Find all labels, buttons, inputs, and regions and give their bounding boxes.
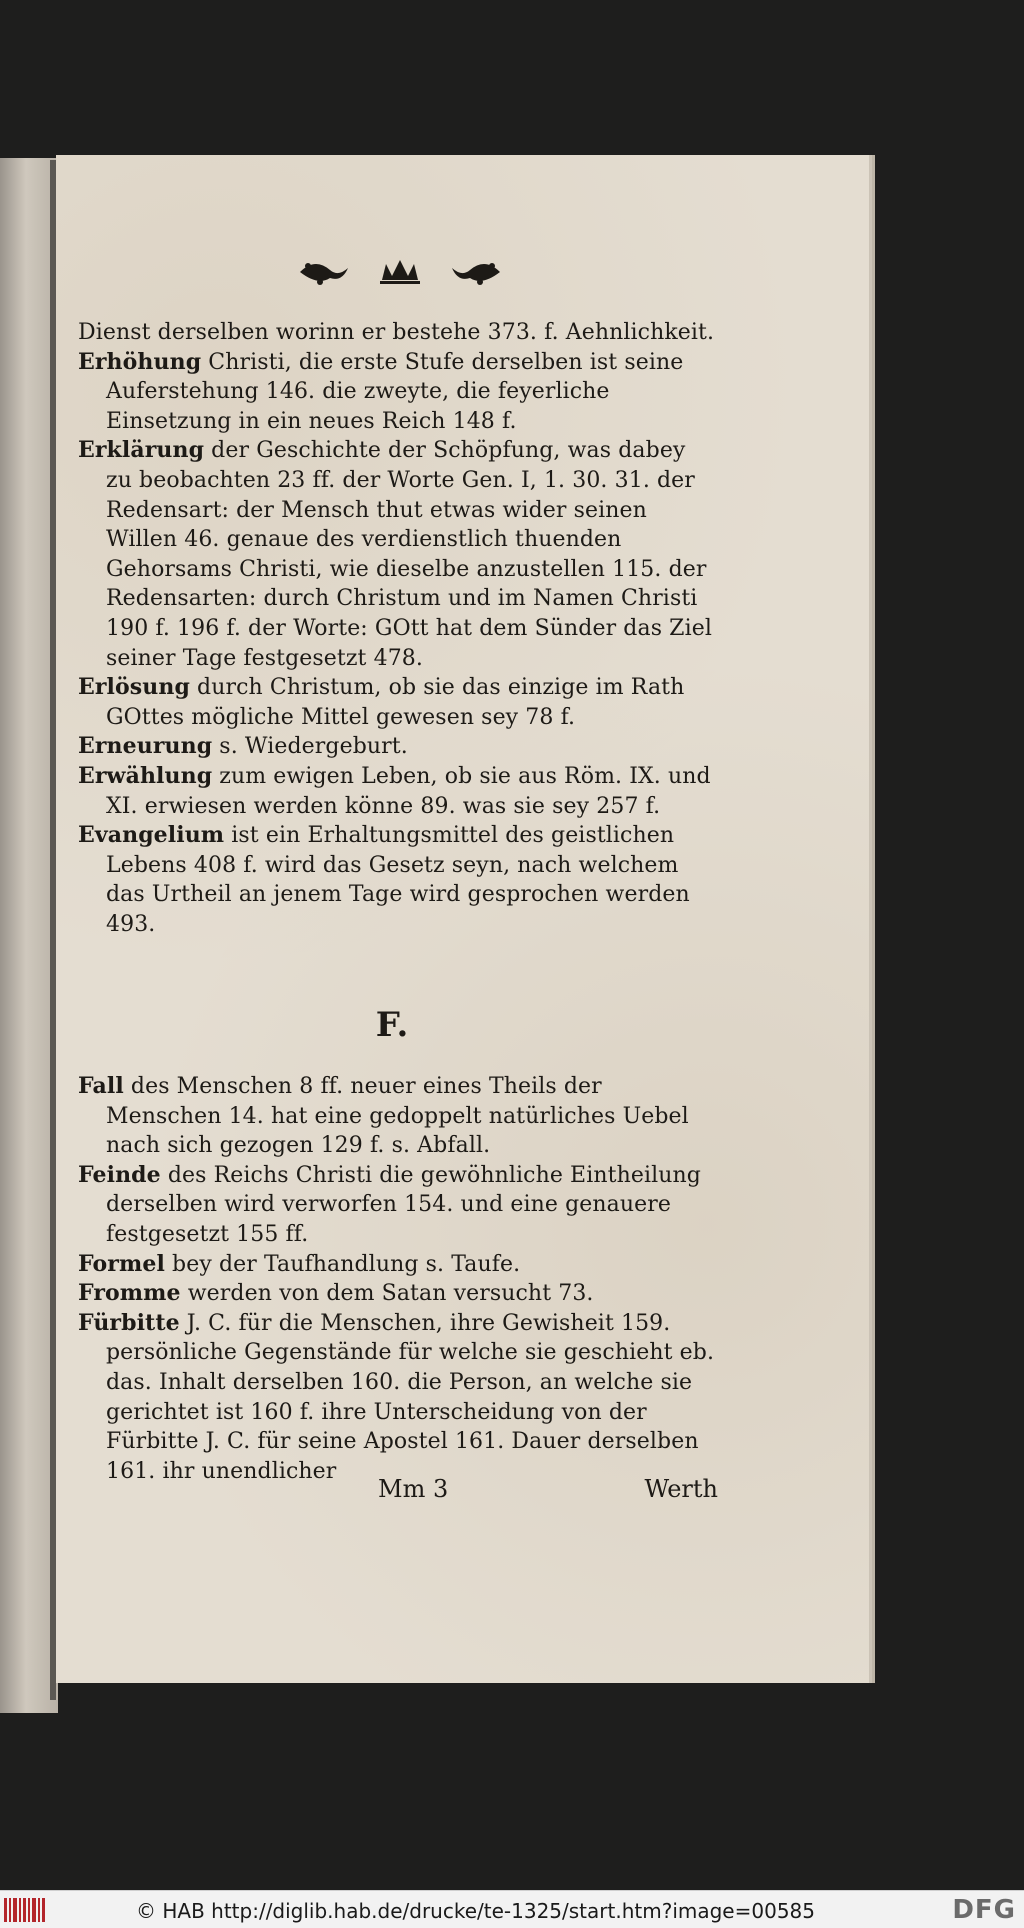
index-entry	[78, 1161, 718, 1250]
entry-keyword: Feinde	[78, 1161, 161, 1188]
footer-bar	[0, 1890, 1024, 1928]
index-entries-e	[78, 318, 718, 939]
dfg-logo: DFG	[952, 1895, 1016, 1925]
index-entry	[78, 1279, 718, 1309]
entry-text: werden von dem Satan versucht 73.	[180, 1281, 594, 1307]
index-entry	[78, 1250, 718, 1280]
entry-text: durch Christum, ob sie das einzige im Rath GOttes mögliche Mittel gewesen sey 78 f.	[106, 675, 685, 730]
index-entry	[78, 762, 718, 821]
entry-text: ist ein Erhaltungsmittel des geistlichen Lebens 408 f. wird das Gesetz seyn, nach welchem das Urtheil an jenem Tage wird gesprochen werden 493.	[106, 823, 690, 937]
entry-keyword: Erklärung	[78, 437, 205, 464]
index-entry	[78, 732, 718, 762]
entry-text: s. Wiedergeburt.	[212, 734, 408, 760]
entry-keyword: Erwählung	[78, 762, 213, 789]
entry-text: des Reichs Christi die gewöhnliche Eintheilung derselben wird verworfen 154. und eine genauere festgesetzt 155 ff.	[106, 1162, 701, 1247]
floral-ornament-icon	[290, 252, 510, 292]
section-letter: F.	[375, 1005, 409, 1045]
index-entry	[78, 348, 718, 437]
entry-text: Christi, die erste Stufe derselben ist seine Auferstehung 146. die zweyte, die feyerliche Einsetzung in ein neues Reich 148 f.	[106, 349, 684, 434]
signature-mark: Mm 3	[378, 1475, 449, 1503]
entry-keyword: Erlösung	[78, 674, 190, 701]
entry-text: Dienst derselben worinn er bestehe 373. f. Aehnlichkeit.	[78, 320, 715, 345]
entry-keyword: Erneurung	[78, 733, 213, 760]
entry-keyword: Fürbitte	[78, 1309, 180, 1336]
entry-text: zum ewigen Leben, ob sie aus Röm. IX. und XI. erwiesen werden könne 89. was sie sey 257 f.	[106, 763, 711, 819]
index-entry	[78, 1309, 718, 1487]
entry-keyword: Erhöhung	[78, 348, 202, 375]
index-entries-f	[78, 1072, 718, 1486]
entry-text: bey der Taufhandlung s. Taufe.	[164, 1251, 521, 1277]
index-entry	[78, 821, 718, 939]
copyright-url[interactable]: © HAB http://diglib.hab.de/drucke/te-1325/start.htm?image=00585	[136, 1899, 815, 1923]
index-entry	[78, 673, 718, 732]
entry-keyword: Fromme	[78, 1280, 181, 1307]
entry-keyword: Evangelium	[78, 822, 225, 849]
entry-text: J. C. für die Menschen, ihre Gewisheit 159. persönliche Gegenstände für welche sie geschieht eb. das. Inhalt derselben 160. die Person, an welche sie gerichtet ist 160 f. ihre Unterscheidung von der Fürbitte J. C. für seine Apostel 161. Dauer derselben 161. ihr unendlicher	[106, 1310, 715, 1484]
page-foot	[78, 1475, 718, 1507]
entry-text: des Menschen 8 ff. neuer eines Theils der Menschen 14. hat eine gedoppelt natürliches Uebel nach sich gezogen 129 f. s. Abfall.	[106, 1074, 689, 1159]
catchword: Werth	[644, 1475, 718, 1503]
entry-text: der Geschichte der Schöpfung, was dabey zu beobachten 23 ff. der Worte Gen. I, 1. 30. 31. der Redensart: der Mensch thut etwas wider seinen Willen 46. genaue des verdienstlich thuenden Gehorsams Christi, wie dieselbe anzustellen 115. der Redensarten: durch Christum und im Namen Christi 190 f. 196 f. der Worte: GOtt hat dem Sünder das Ziel seiner Tage festgesetzt 478.	[106, 438, 712, 671]
barcode-logo-icon	[4, 1898, 48, 1922]
entry-keyword: Fall	[78, 1073, 124, 1099]
index-entry	[78, 1072, 718, 1161]
index-entry	[78, 318, 718, 348]
index-entry	[78, 436, 718, 673]
entry-keyword: Formel	[78, 1250, 165, 1277]
